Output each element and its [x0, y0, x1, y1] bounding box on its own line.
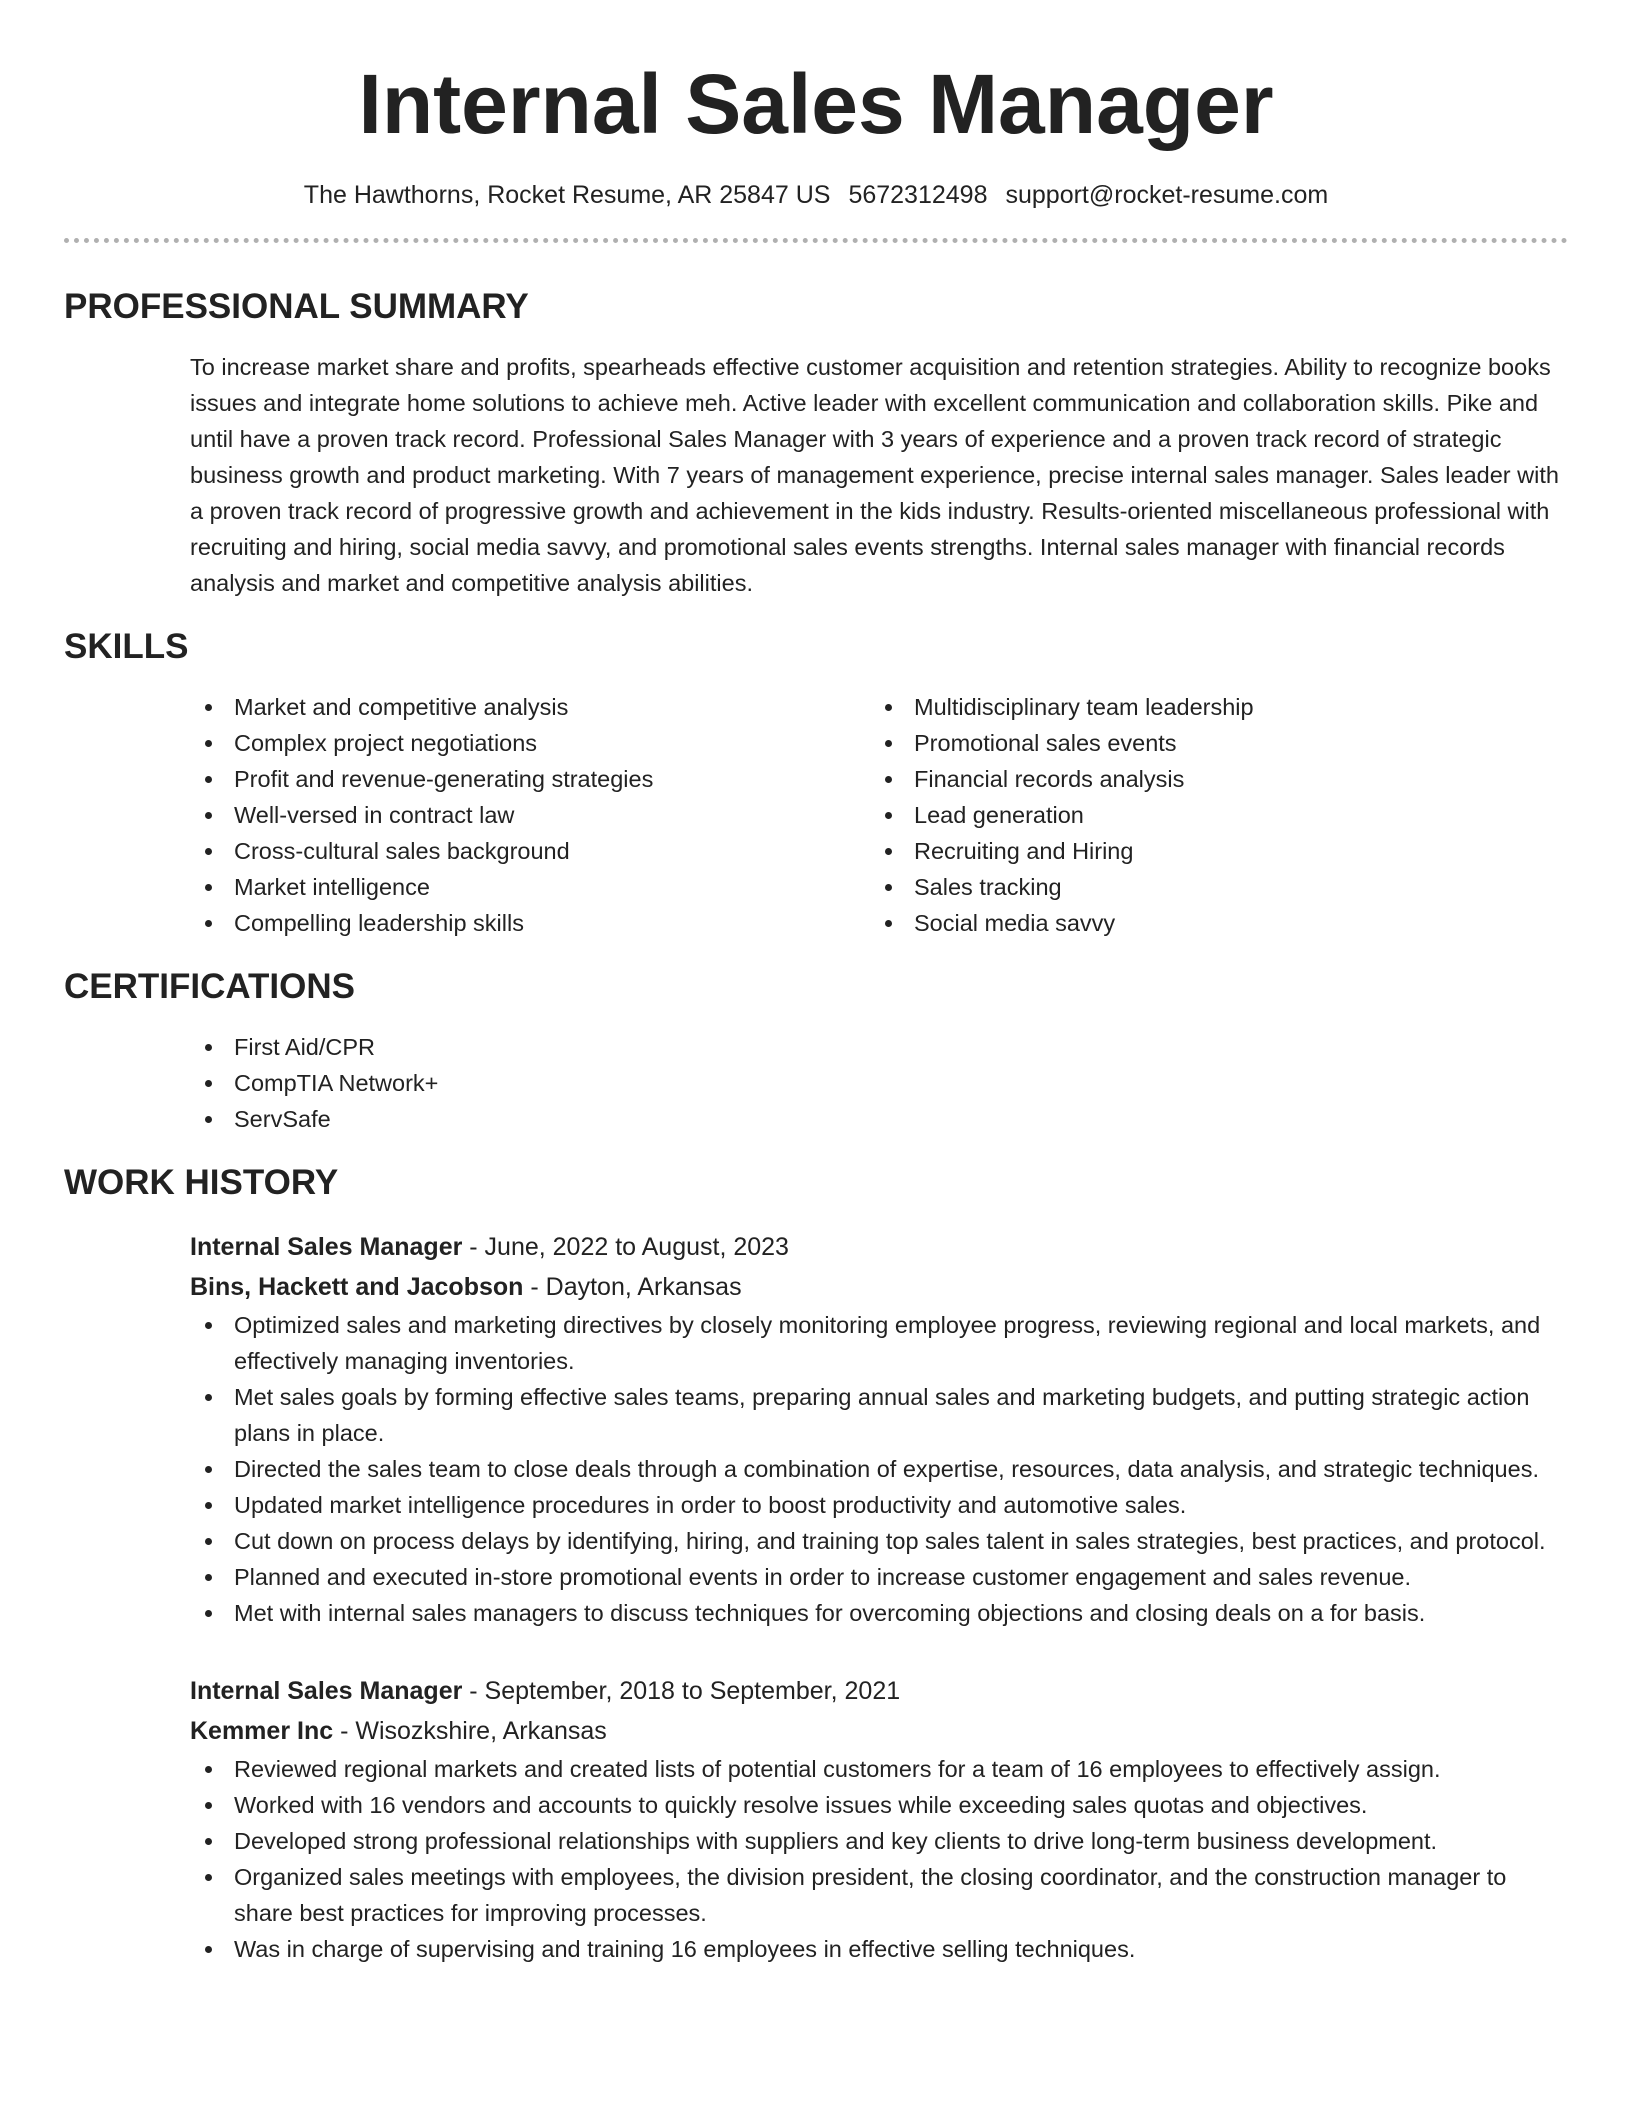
job-company-line [190, 1711, 1568, 1751]
skill-item: Multidisciplinary team leadership [870, 689, 1550, 725]
skill-item: Promotional sales events [870, 725, 1550, 761]
section-title-skills: SKILLS [64, 627, 189, 666]
job-bullet: Developed strong professional relationships with suppliers and key clients to drive long-term business development. [190, 1823, 1568, 1859]
job-location: - Wisozkshire, Arkansas [333, 1717, 607, 1745]
job-title: Internal Sales Manager [190, 1233, 463, 1261]
contact-line [64, 178, 1568, 212]
job-bullet: Met with internal sales managers to discuss techniques for overcoming objections and closing deals on a for basis. [190, 1595, 1568, 1631]
skill-item: Social media savvy [870, 905, 1550, 941]
job-bullet: Worked with 16 vendors and accounts to quickly resolve issues while exceeding sales quotas and objectives. [190, 1787, 1568, 1823]
header-divider [64, 238, 1568, 243]
skill-item: Compelling leadership skills [190, 905, 870, 941]
job-bullet: Reviewed regional markets and created lists of potential customers for a team of 16 employees to effectively assign. [190, 1751, 1568, 1787]
job-bullet: Was in charge of supervising and training 16 employees in effective selling techniques. [190, 1931, 1568, 1967]
skills-column-right [870, 689, 1550, 941]
section-title-certifications: CERTIFICATIONS [64, 967, 356, 1006]
contact-address: The Hawthorns, Rocket Resume, AR 25847 US [303, 181, 831, 209]
job-company: Kemmer Inc [190, 1717, 334, 1745]
job-dates: - June, 2022 to August, 2023 [462, 1233, 789, 1261]
skill-item: Lead generation [870, 797, 1550, 833]
job-bullet: Directed the sales team to close deals through a combination of expertise, resources, data analysis, and strategic techniques. [190, 1451, 1568, 1487]
skill-item: Sales tracking [870, 869, 1550, 905]
contact-email: support@rocket-resume.com [1005, 181, 1329, 209]
skills-list [190, 689, 1568, 941]
skill-item: Complex project negotiations [190, 725, 870, 761]
job-company-line [190, 1267, 1568, 1307]
job-bullet-list [190, 1751, 1568, 1967]
skill-item: Cross-cultural sales background [190, 833, 870, 869]
contact-phone: 5672312498 [848, 181, 988, 209]
skill-item: Financial records analysis [870, 761, 1550, 797]
job-bullet: Cut down on process delays by identifying, hiring, and training top sales talent in sales strategies, best practices, and protocol. [190, 1523, 1568, 1559]
summary-text: To increase market share and profits, spearheads effective customer acquisition and retention strategies. Ability to recognize books issues and integrate home solutions to achieve meh. Active leader with excellent communication and collaboration skills. Pike and until have a proven track record. Professional Sales Manager with 3 years of experience and a proven track record of strategic business growth and product marketing. With 7 years of management experience, precise internal sales manager. Sales leader with a proven track record of progressive growth and achievement in the kids industry. Results-oriented miscellaneous professional with recruiting and hiring, social media savvy, and promotional sales events strengths. Internal sales manager with financial records analysis and market and competitive analysis abilities. [190, 354, 1559, 596]
job-bullet: Optimized sales and marketing directives by closely monitoring employee progress, reviewing regional and local markets, and effectively managing inventories. [190, 1307, 1568, 1379]
job-entry [190, 1671, 1568, 1967]
job-bullet: Met sales goals by forming effective sales teams, preparing annual sales and marketing budgets, and putting strategic action plans in place. [190, 1379, 1568, 1451]
skill-item: Market intelligence [190, 869, 870, 905]
skills-column-left [190, 689, 870, 941]
certification-item: ServSafe [190, 1101, 1568, 1137]
job-entry [190, 1227, 1568, 1631]
job-bullet: Updated market intelligence procedures in order to boost productivity and automotive sales. [190, 1487, 1568, 1523]
certification-item: First Aid/CPR [190, 1029, 1568, 1065]
job-title: Internal Sales Manager [190, 1677, 463, 1705]
section-title-work-history: WORK HISTORY [64, 1163, 339, 1202]
resume-name: Internal Sales Manager [358, 57, 1274, 151]
section-title-summary: PROFESSIONAL SUMMARY [64, 287, 529, 326]
skill-item: Recruiting and Hiring [870, 833, 1550, 869]
job-bullet-list [190, 1307, 1568, 1631]
skill-item: Market and competitive analysis [190, 689, 870, 725]
job-company: Bins, Hackett and Jacobson [190, 1273, 524, 1301]
certification-item: CompTIA Network+ [190, 1065, 1568, 1101]
job-bullet: Organized sales meetings with employees, the division president, the closing coordinator, and the construction manager to share best practices for improving processes. [190, 1859, 1568, 1931]
job-bullet: Planned and executed in-store promotional events in order to increase customer engagement and sales revenue. [190, 1559, 1568, 1595]
skill-item: Well-versed in contract law [190, 797, 870, 833]
skill-item: Profit and revenue-generating strategies [190, 761, 870, 797]
job-title-line [190, 1671, 1568, 1711]
job-dates: - September, 2018 to September, 2021 [462, 1677, 901, 1705]
job-location: - Dayton, Arkansas [523, 1273, 742, 1301]
certifications-list [190, 1029, 1568, 1137]
job-title-line [190, 1227, 1568, 1267]
